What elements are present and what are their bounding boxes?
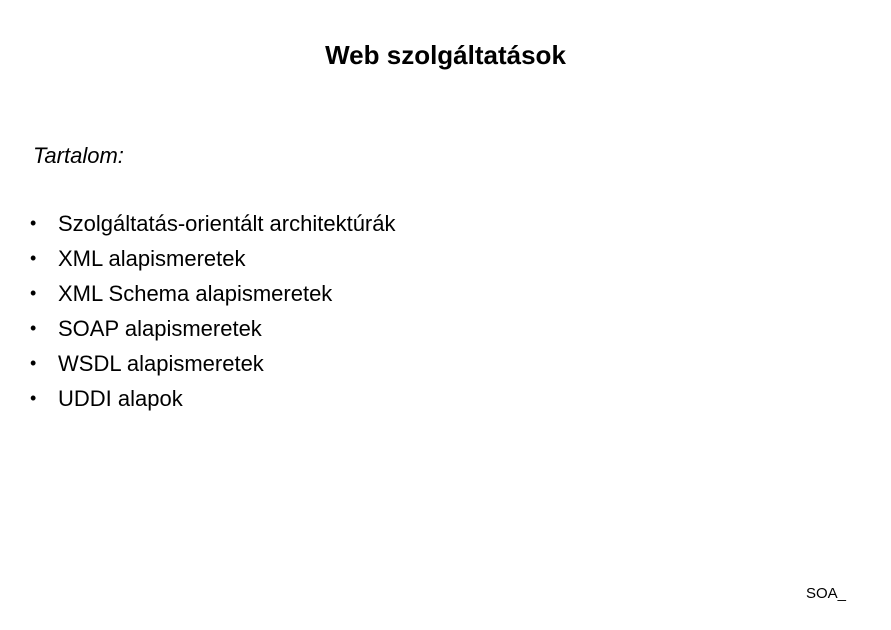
contents-heading: Tartalom: — [33, 143, 124, 168]
bullet-icon: • — [30, 248, 37, 268]
contents-list — [30, 206, 396, 416]
list-item-text: SOAP alapismeretek — [58, 316, 262, 341]
list-item — [30, 241, 396, 276]
bullet-icon: • — [30, 353, 37, 373]
slide-footer: SOA_ — [805, 585, 846, 602]
list-item-text: Szolgáltatás-orientált architektúrák — [58, 211, 396, 236]
list-item-text: XML alapismeretek — [58, 246, 246, 271]
list-item — [30, 311, 396, 346]
list-item — [30, 276, 396, 311]
bullet-icon: • — [30, 388, 37, 408]
list-item — [30, 346, 396, 381]
bullet-icon: • — [30, 318, 37, 338]
slide-title: Web szolgáltatások — [325, 40, 566, 70]
list-item-text: UDDI alapok — [58, 386, 183, 411]
list-item — [30, 206, 396, 241]
list-item-text: WSDL alapismeretek — [58, 351, 264, 376]
bullet-icon: • — [30, 213, 37, 233]
list-item-text: XML Schema alapismeretek — [58, 281, 333, 306]
list-item — [30, 381, 396, 416]
bullet-icon: • — [30, 283, 37, 303]
